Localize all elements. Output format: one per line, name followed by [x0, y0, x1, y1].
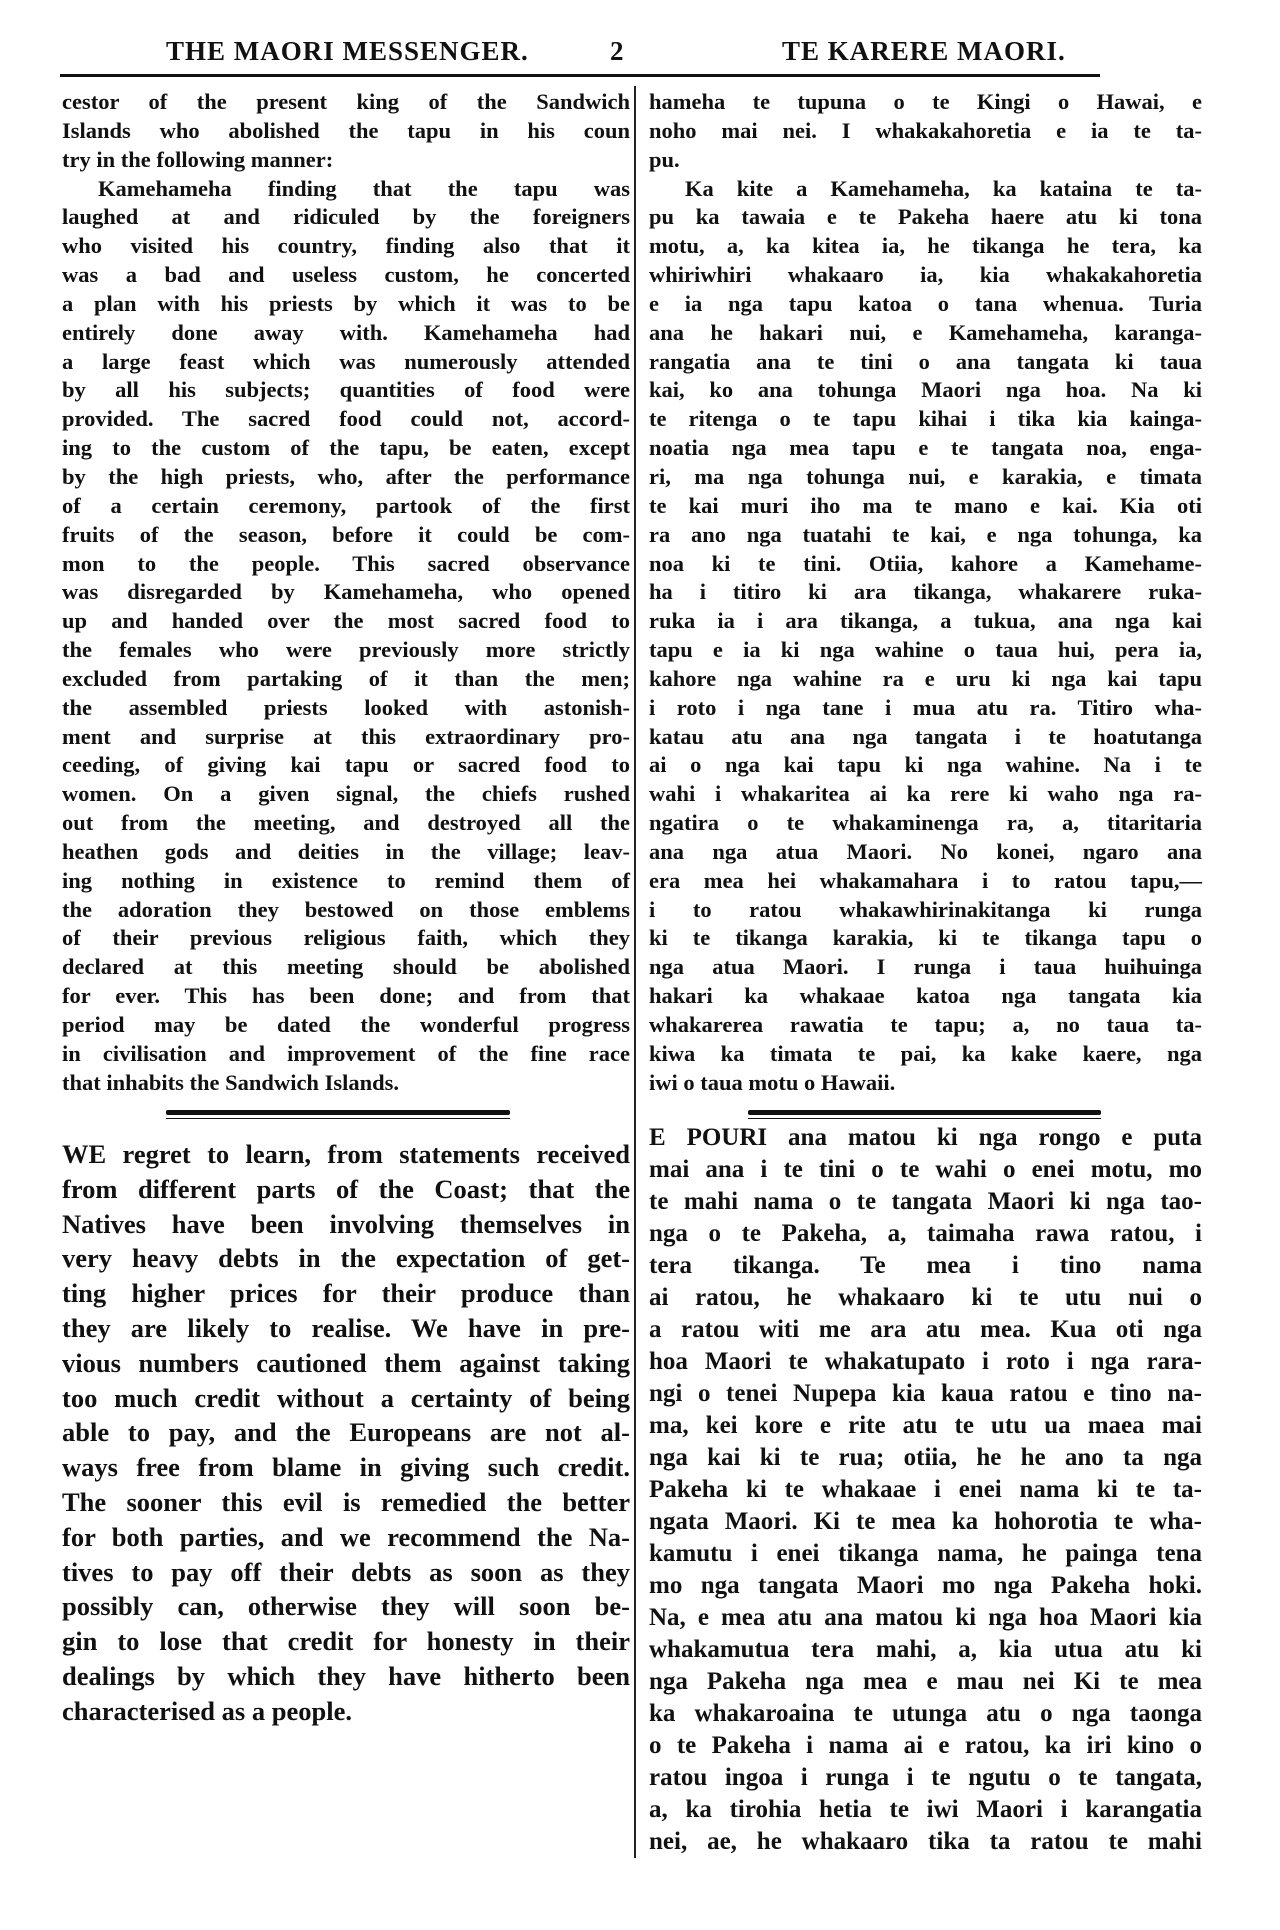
text-line: whakarerea rawatia te tapu; a, no taua ta-	[649, 1012, 1202, 1037]
text-line: Ka kite a Kamehameha, ka kataina te ta-	[685, 175, 1202, 201]
text-line: dealings by which they have hitherto been	[62, 1660, 630, 1691]
text-line: noho mai nei. I whakakahoretia e ia te ta-	[649, 117, 1202, 143]
article-separator-left	[166, 1110, 510, 1120]
text-line: Kamehameha finding that the tapu was	[98, 175, 630, 201]
text-line: ngi o tenei Nupepa kia kaua ratou e tino na-	[649, 1380, 1202, 1407]
text-line: out from the meeting, and destroyed all the	[62, 810, 630, 836]
text-line: entirely done away with. Kamehameha had	[62, 319, 630, 345]
text-line: by the high priests, who, after the performance	[62, 463, 630, 489]
text-line: ana nga atua Maori. No konei, ngaro ana	[649, 838, 1202, 864]
text-line: ratou ingoa i runga i te ngutu o te tangata,	[649, 1764, 1202, 1791]
masthead-rule	[60, 74, 1100, 77]
text-line: possibly can, otherwise they will soon be-	[62, 1591, 630, 1622]
text-line: rangatia ana te tini o ana tangata ki taua	[649, 348, 1202, 374]
text-line: e ia nga tapu katoa o tana whenua. Turia	[649, 290, 1202, 316]
text-line: nga atua Maori. I runga i taua huihuinga	[649, 954, 1202, 980]
text-line: by all his subjects; quantities of food were	[62, 377, 630, 403]
text-line: te mahi nama o te tangata Maori ki nga tao-	[649, 1188, 1202, 1215]
page-number: 2	[610, 36, 625, 66]
text-line: ma, kei kore e rite atu te utu ua maea mai	[649, 1412, 1202, 1439]
text-line: that inhabits the Sandwich Islands.	[62, 1069, 399, 1095]
text-line: whiriwhiri whakaaro ia, kia whakakahoretia	[649, 262, 1202, 288]
column-divider	[634, 86, 636, 1858]
text-line: of their previous religious faith, which they	[62, 925, 630, 951]
text-line: for ever. This has been done; and from that	[62, 983, 630, 1009]
text-line: te ritenga o te tapu kihai i tika kia kainga-	[649, 406, 1202, 432]
left-article-debts-notice	[62, 1137, 630, 1729]
text-line: ai o nga kai tapu ki nga wahine. Na i te	[649, 752, 1202, 778]
right-article-kamehameha-maori	[649, 88, 1202, 1098]
text-line: Islands who abolished the tapu in his coun	[62, 117, 630, 143]
text-line: able to pay, and the Europeans are not al-	[62, 1417, 630, 1448]
text-line: too much credit without a certainty of being	[62, 1382, 630, 1413]
text-line: tives to pay off their debts as soon as they	[62, 1556, 630, 1587]
text-line: tera tikanga. Te mea i tino nama	[649, 1252, 1202, 1279]
text-line: katau atu ana nga tangata i te hoatutanga	[649, 723, 1202, 749]
text-line: the females who were previously more strictly	[62, 637, 630, 663]
text-line: ka whakaroaina te utunga atu o nga taonga	[649, 1700, 1202, 1727]
text-line: iwi o taua motu o Hawaii.	[649, 1069, 896, 1095]
text-line: the adoration they bestowed on those emblems	[62, 896, 630, 922]
text-line: pu.	[649, 146, 680, 172]
text-line: mo nga tangata Maori mo nga Pakeha hoki.	[649, 1572, 1202, 1599]
text-line: hoa Maori te whakatupato i roto i nga rara-	[649, 1348, 1202, 1375]
text-line: laughed at and ridiculed by the foreigners	[62, 204, 630, 230]
text-line: was disregarded by Kamehameha, who opened	[62, 579, 630, 605]
text-line: ri, ma nga tohunga nui, e karakia, e timata	[649, 463, 1202, 489]
text-line: WE regret to learn, from statements received	[62, 1139, 630, 1169]
text-line: ngatira o te whakaminenga ra, a, titaritaria	[649, 810, 1202, 836]
text-line: ra ano nga tuatahi te kai, e nga tohunga, ka	[649, 521, 1202, 547]
text-line: who visited his country, finding also that it	[62, 233, 630, 259]
text-line: Natives have been involving themselves in	[62, 1208, 630, 1239]
text-line: ting higher prices for their produce than	[62, 1278, 630, 1309]
text-line: ngata Maori. Ki te mea ka hohorotia te wha-	[649, 1508, 1202, 1535]
text-line: a large feast which was numerously attended	[62, 348, 630, 374]
left-article-kamehameha	[62, 88, 630, 1098]
text-line: for both parties, and we recommend the Na-	[62, 1521, 630, 1552]
text-line: from different parts of the Coast; that the	[62, 1173, 630, 1204]
text-line: ways free from blame in giving such credit.	[62, 1452, 630, 1483]
text-line: ing nothing in existence to remind them of	[62, 867, 630, 893]
text-line: The sooner this evil is remedied the better	[62, 1486, 630, 1517]
text-line: te kai muri iho ma te mano e kai. Kia oti	[649, 492, 1202, 518]
text-line: try in the following manner:	[62, 146, 334, 172]
text-line: a plan with his priests by which it was to be	[62, 290, 630, 316]
text-line: nga Pakeha nga mea e mau nei Ki te mea	[649, 1668, 1202, 1695]
text-line: gin to lose that credit for honesty in their	[62, 1626, 630, 1657]
text-line: ana he hakari nui, e Kamehameha, karanga-	[649, 319, 1202, 345]
text-line: declared at this meeting should be abolished	[62, 954, 630, 980]
text-line: fruits of the season, before it could be com-	[62, 521, 630, 547]
right-article-debts-notice-maori	[649, 1122, 1202, 1858]
text-line: wahi i whakaritea ai ka rere ki waho nga ra-	[649, 781, 1202, 807]
text-line: motu, a, ka kitea ia, he tikanga he tera, ka	[649, 233, 1202, 259]
text-line: Na, e mea atu ana matou ki nga hoa Maori kia	[649, 1604, 1202, 1631]
text-line: mai ana i te tini o te wahi o enei motu, mo	[649, 1156, 1202, 1183]
text-line: nei, ae, he whakaaro tika ta ratou te mahi	[649, 1828, 1202, 1855]
text-line: mon to the people. This sacred observance	[62, 550, 630, 576]
text-line: excluded from partaking of it than the men;	[62, 665, 630, 691]
text-line: kai, ko ana tohunga Maori nga hoa. Na ki	[649, 377, 1202, 403]
text-line: was a bad and useless custom, he concerted	[62, 262, 630, 288]
text-line: ing to the custom of the tapu, be eaten, except	[62, 435, 630, 461]
text-line: noa ki te tini. Otiia, kahore a Kamehame-	[649, 550, 1202, 576]
text-line: cestor of the present king of the Sandwich	[62, 89, 630, 114]
text-line: Pakeha ki te whakaae i enei nama ki te ta-	[649, 1476, 1202, 1503]
text-line: kamutu i enei tikanga nama, he painga tena	[649, 1540, 1202, 1567]
text-line: nga kai ki te rua; otiia, he he ano ta nga	[649, 1444, 1202, 1471]
text-line: of a certain ceremony, partook of the first	[62, 492, 630, 518]
text-line: ceeding, of giving kai tapu or sacred food to	[62, 752, 630, 778]
text-line: ha i titiro ki ara tikanga, whakarere ruka-	[649, 579, 1202, 605]
text-line: nga o te Pakeha, a, taimaha rawa ratou, i	[649, 1220, 1202, 1247]
text-line: E POURI ana matou ki nga rongo e puta	[649, 1124, 1202, 1151]
text-line: they are likely to realise. We have in pre-	[62, 1312, 630, 1343]
text-line: era mea hei whakamahara i to ratou tapu,—	[649, 867, 1202, 893]
text-line: up and handed over the most sacred food to	[62, 608, 630, 634]
text-line: o te Pakeha i nama ai e ratou, ka iri kino o	[649, 1732, 1202, 1759]
text-line: in civilisation and improvement of the fine race	[62, 1040, 630, 1066]
text-line: hakari ka whakaae katoa nga tangata kia	[649, 983, 1202, 1009]
text-line: very heavy debts in the expectation of get-	[62, 1243, 630, 1274]
text-line: i to ratou whakawhirinakitanga ki runga	[649, 896, 1202, 922]
text-line: whakamutua tera mahi, a, kia utua atu ki	[649, 1636, 1202, 1663]
article-separator-right	[748, 1110, 1101, 1120]
masthead-english-title: THE MAORI MESSENGER.	[166, 36, 529, 66]
text-line: kahore nga wahine ra e uru ki nga kai tapu	[649, 665, 1202, 691]
text-line: provided. The sacred food could not, accord-	[62, 406, 630, 432]
text-line: ki te tikanga karakia, ki te tikanga tapu o	[649, 925, 1202, 951]
text-line: tapu e ia ki nga wahine o taua hui, pera ia,	[649, 637, 1202, 663]
text-line: women. On a given signal, the chiefs rushed	[62, 781, 630, 807]
text-line: kiwa ka timata te pai, ka kake kaere, nga	[649, 1040, 1202, 1066]
text-line: ruka ia i ara tikanga, a tukua, ana nga kai	[649, 608, 1202, 634]
text-line: period may be dated the wonderful progress	[62, 1012, 630, 1037]
text-line: the assembled priests looked with astonish-	[62, 694, 630, 720]
text-line: ment and surprise at this extraordinary pro-	[62, 723, 630, 749]
text-line: a ratou witi me ara atu mea. Kua oti nga	[649, 1316, 1202, 1343]
text-line: i roto i nga tane i mua atu ra. Titiro wha-	[649, 694, 1202, 720]
text-line: vious numbers cautioned them against taking	[62, 1347, 630, 1378]
text-line: characterised as a people.	[62, 1695, 352, 1726]
text-line: ai ratou, he whakaaro ki te utu nui o	[649, 1284, 1202, 1311]
text-line: heathen gods and deities in the village; leav-	[62, 838, 630, 864]
text-line: pu ka tawaia e te Pakeha haere atu ki tona	[649, 204, 1202, 230]
text-line: a, ka tirohia hetia te iwi Maori i karangatia	[649, 1796, 1202, 1823]
text-line: noatia nga mea tapu e te tangata noa, enga-	[649, 435, 1202, 461]
text-line: hameha te tupuna o te Kingi o Hawai, e	[649, 89, 1202, 114]
masthead-maori-title: TE KARERE MAORI.	[782, 36, 1066, 66]
